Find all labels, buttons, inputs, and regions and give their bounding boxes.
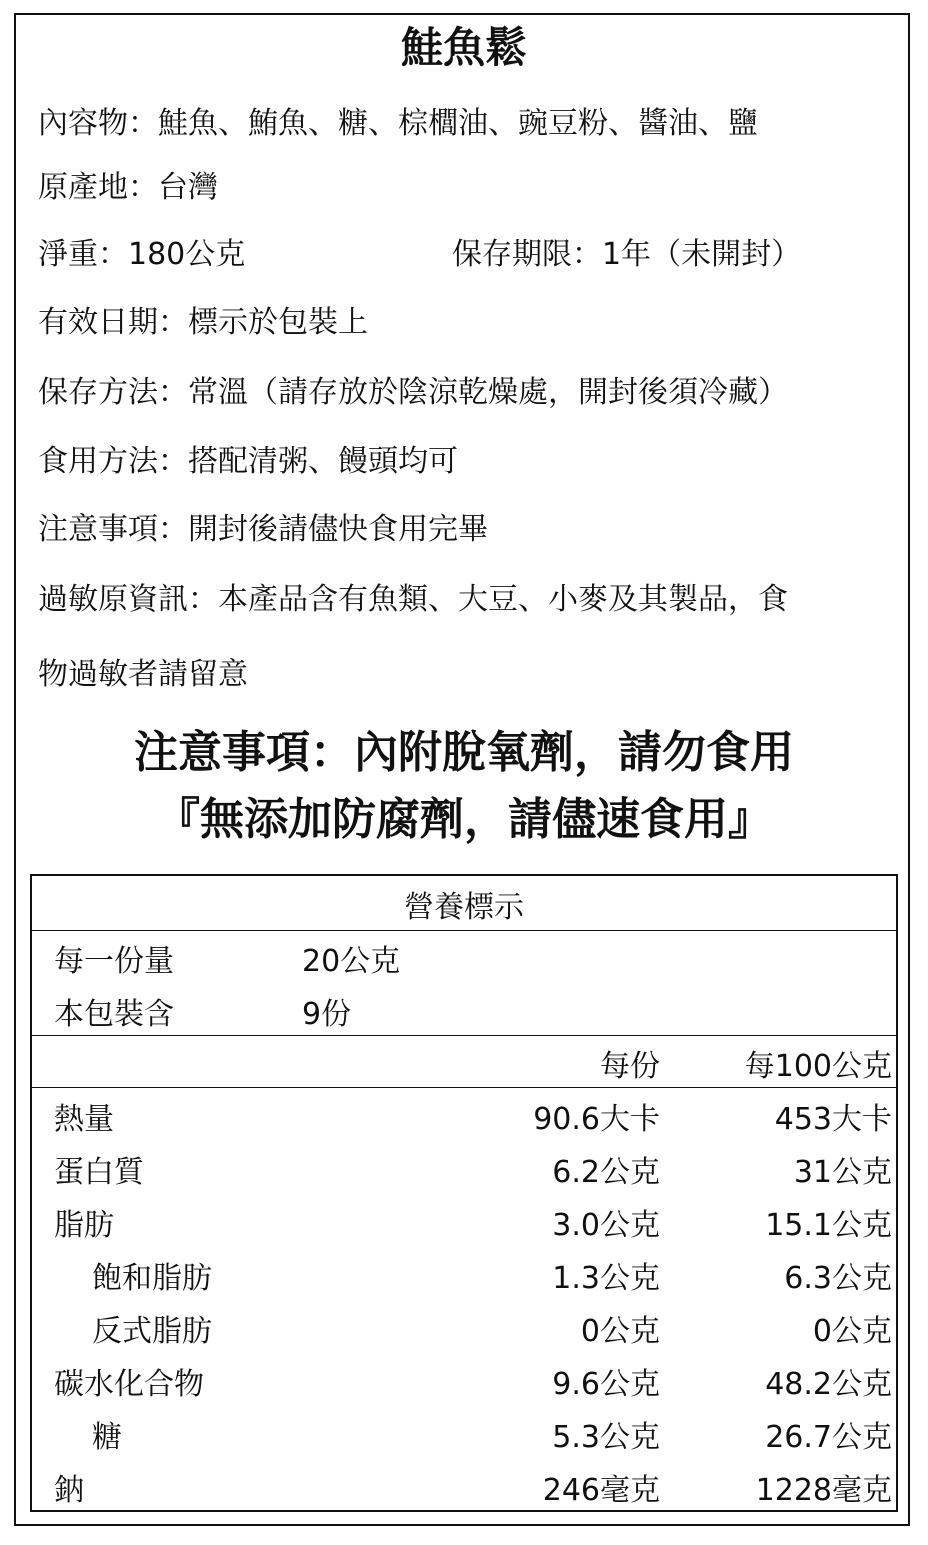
nutrient-name: 熱量 <box>54 1102 114 1137</box>
divider <box>32 930 896 931</box>
servings-per-package-label: 本包裝含 <box>54 997 174 1032</box>
column-header-per-100g: 每100公克 <box>744 1049 892 1084</box>
nutrient-name: 反式脂肪 <box>92 1314 212 1349</box>
per-100g-value: 1228毫克 <box>755 1473 892 1508</box>
net-weight-text: 淨重：180公克 <box>38 237 246 272</box>
per-serving-value: 5.3公克 <box>552 1420 660 1455</box>
per-serving-value: 9.6公克 <box>552 1367 660 1402</box>
per-100g-value: 31公克 <box>793 1155 892 1190</box>
storage-text: 保存方法：常溫（請存放於陰涼乾燥處，開封後須冷藏） <box>38 375 788 410</box>
warning-no-preservatives: 『無添加防腐劑，請儘速食用』 <box>156 794 772 845</box>
caution-text: 注意事項：開封後請儘快食用完畢 <box>38 512 488 547</box>
per-100g-value: 48.2公克 <box>765 1367 892 1402</box>
per-100g-value: 453大卡 <box>774 1102 892 1137</box>
nutrition-caption: 營養標示 <box>404 890 524 925</box>
divider <box>32 1087 896 1088</box>
per-100g-value: 6.3公克 <box>784 1261 892 1296</box>
nutrient-name: 碳水化合物 <box>54 1367 204 1402</box>
servings-per-package-value: 9份 <box>302 997 352 1032</box>
nutrient-name: 蛋白質 <box>54 1155 144 1190</box>
nutrient-name: 糖 <box>92 1420 122 1455</box>
divider <box>32 1035 896 1036</box>
usage-text: 食用方法：搭配清粥、饅頭均可 <box>38 444 458 479</box>
nutrition-facts-table <box>30 874 898 1512</box>
column-header-per-serving: 每份 <box>600 1049 660 1084</box>
per-serving-value: 6.2公克 <box>552 1155 660 1190</box>
per-serving-value: 246毫克 <box>542 1473 660 1508</box>
allergen-text-line-2: 物過敏者請留意 <box>38 657 248 692</box>
nutrient-name: 脂肪 <box>54 1208 114 1243</box>
per-100g-value: 26.7公克 <box>765 1420 892 1455</box>
shelf-life-text: 保存期限：1年（未開封） <box>452 237 802 272</box>
per-100g-value: 15.1公克 <box>765 1208 892 1243</box>
expiry-text: 有效日期：標示於包裝上 <box>38 305 368 340</box>
ingredients-text: 內容物：鮭魚、鮪魚、糖、棕櫚油、豌豆粉、醬油、鹽 <box>38 106 758 141</box>
nutrient-name: 鈉 <box>54 1473 84 1508</box>
per-serving-value: 90.6大卡 <box>533 1102 660 1137</box>
serving-size-value: 20公克 <box>302 944 401 979</box>
per-100g-value: 0公克 <box>812 1314 892 1349</box>
warning-oxygen-absorber: 注意事項：內附脫氧劑，請勿食用 <box>134 727 794 778</box>
per-serving-value: 1.3公克 <box>552 1261 660 1296</box>
origin-text: 原產地：台灣 <box>38 170 218 205</box>
nutrient-name: 飽和脂肪 <box>92 1261 212 1296</box>
serving-size-label: 每一份量 <box>54 944 174 979</box>
per-serving-value: 0公克 <box>580 1314 660 1349</box>
per-serving-value: 3.0公克 <box>552 1208 660 1243</box>
product-title: 鮭魚鬆 <box>400 23 527 72</box>
allergen-text-line-1: 過敏原資訊：本產品含有魚類、大豆、小麥及其製品，食 <box>38 582 788 617</box>
